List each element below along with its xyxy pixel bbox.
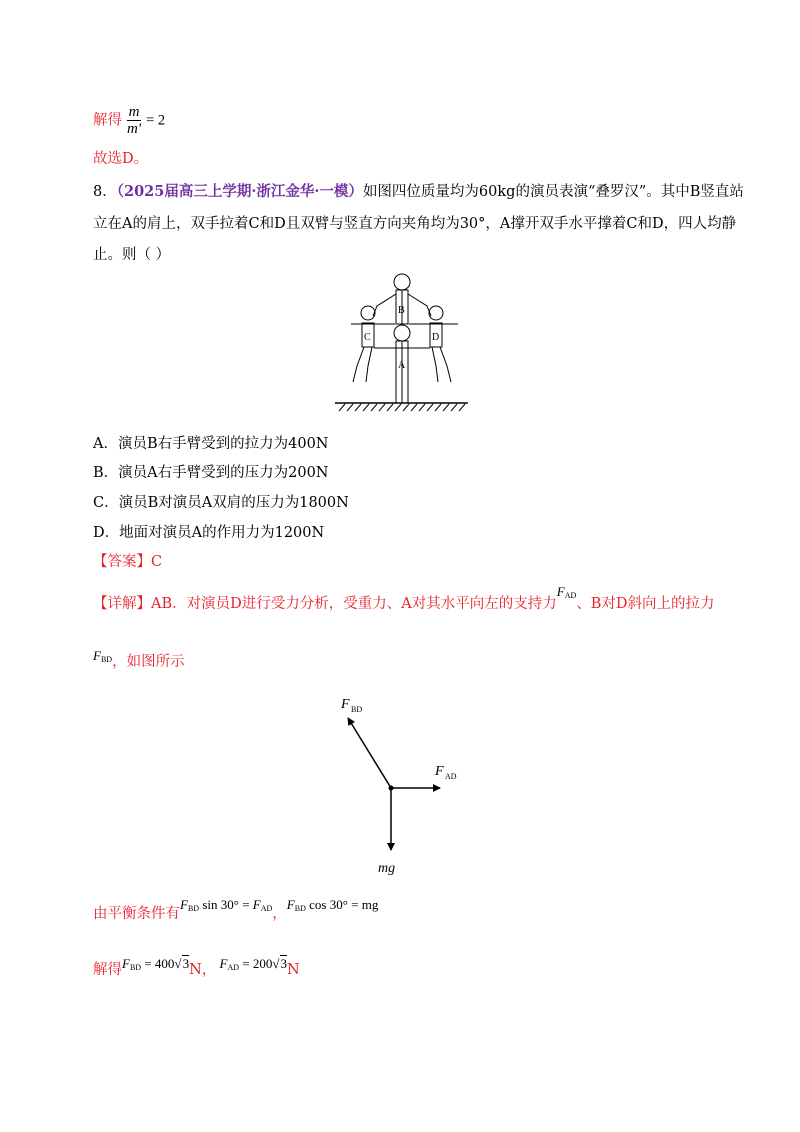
option-c[interactable]: C．演员B对演员A双肩的压力为1800N <box>93 495 349 511</box>
result-unit-1: N， <box>189 962 217 978</box>
equation-2: $F_{BD}$ cos 30° = mg <box>286 897 379 913</box>
f-ad-label: F <box>435 764 444 779</box>
force-diagram <box>330 690 480 880</box>
result-unit-2: N <box>287 962 300 978</box>
b-left-arm <box>373 294 396 316</box>
question-source: （2025届高三上学期·浙江金华·一模） <box>116 183 363 200</box>
detail-text-1-tail: 、B对D斜向上的拉力 <box>576 596 715 612</box>
detail-text-1: 【详解】AB．对演员D进行受力分析，受重力、A对其水平向左的支持力 <box>93 596 557 612</box>
equilibrium-line <box>93 897 379 928</box>
result-line <box>93 956 300 984</box>
f-ad-label-sub: AD <box>445 772 457 781</box>
mass-ratio-fraction <box>127 104 142 137</box>
c-leg-left <box>353 347 364 382</box>
f-bd-label: F <box>341 697 350 712</box>
result-f-ad: $F_{AD} = 200√3$ <box>219 956 287 972</box>
label-c: C <box>364 332 371 343</box>
fraction-numerator: m <box>128 104 140 120</box>
label-b: B <box>398 305 405 316</box>
option-a[interactable]: A．演员B右手臂受到的拉力为400N <box>93 436 329 452</box>
f-bd-arrow <box>348 718 391 788</box>
fraction-equals: = 2 <box>146 112 166 129</box>
result-solve-label: 解得 <box>93 962 122 978</box>
solve-line-top <box>93 104 165 137</box>
equilibrium-label: 由平衡条件有 <box>93 906 180 922</box>
result-f-bd: $F_{BD} = 400√3$ <box>122 956 190 972</box>
previous-choice: 故选D。 <box>93 151 149 167</box>
option-d[interactable]: D．地面对演员A的作用力为1200N <box>93 525 325 541</box>
detail-line-1 <box>93 584 715 618</box>
question-line-2: 立在A的肩上，双手拉着C和D且双臂与竖直方向夹角均为30°，A撑开双手水平撑着C和D，四人均静 <box>93 216 737 232</box>
c-head <box>361 306 375 320</box>
f-ad-inline: $F_{AD}$ <box>556 584 577 600</box>
equation-1: $F_{BD}$ $\sin 30^\circ = F_{AD}$ <box>180 897 273 913</box>
b-right-arm <box>408 294 431 316</box>
d-leg-right <box>440 347 451 382</box>
question-text-1: 如图四位质量均为60kg的演员表演“叠罗汉”。其中B竖直站 <box>362 184 744 200</box>
label-d: D <box>432 332 440 343</box>
fraction-denominator: m' <box>127 121 142 137</box>
f-bd-label-sub: BD <box>351 705 363 714</box>
detail-text-2-tail: ，如图所示 <box>112 654 185 670</box>
option-b[interactable]: B．演员A右手臂受到的压力为200N <box>93 465 329 481</box>
d-head <box>429 306 443 320</box>
mg-label: mg <box>378 861 396 876</box>
force-origin-dot <box>389 786 394 791</box>
question-line-1 <box>93 182 744 202</box>
c-leg-right <box>366 347 372 382</box>
d-leg-left <box>432 347 438 382</box>
detail-line-2 <box>93 648 185 676</box>
f-bd-inline: $F_{BD}$ <box>93 648 113 664</box>
answer-label: 【答案】C <box>93 554 163 570</box>
b-head <box>394 274 410 290</box>
ground-hatching <box>339 404 465 411</box>
question-line-3: 止。则（ ） <box>93 247 171 263</box>
acrobat-figure <box>335 268 475 413</box>
question-number: 8． <box>93 184 117 200</box>
label-a: A <box>398 360 406 371</box>
solve-label: 解得 <box>93 112 122 129</box>
equation-comma: ， <box>272 906 287 922</box>
a-head <box>394 325 410 341</box>
